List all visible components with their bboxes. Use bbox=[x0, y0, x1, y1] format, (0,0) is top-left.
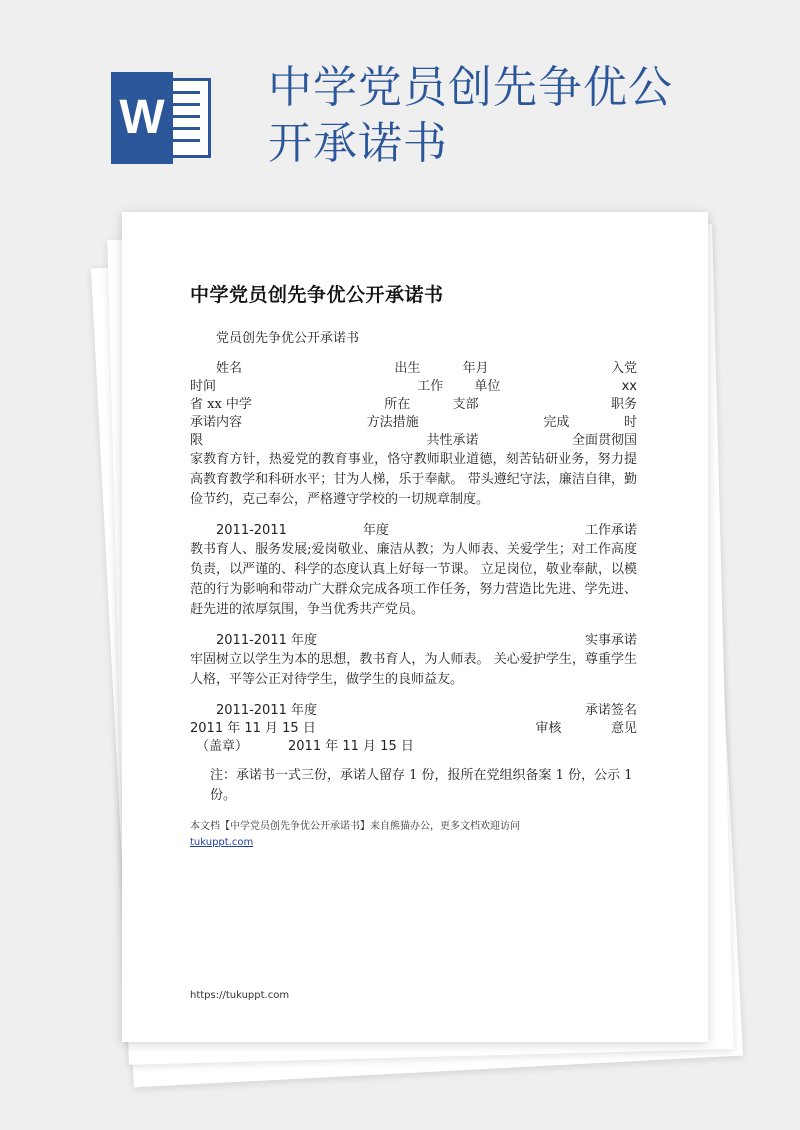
word-badge: W bbox=[111, 72, 173, 164]
page-title: 中学党员创先争优公开承诺书 bbox=[268, 62, 673, 169]
info-row bbox=[190, 396, 637, 414]
info-cell: 完成 bbox=[543, 415, 570, 430]
info-cell: 时 bbox=[623, 415, 637, 430]
section-year: 2011-2011 bbox=[216, 523, 287, 538]
commitment-paragraph: 家教育方针，热爱党的教育事业，恪守教师职业道德，刻苦钻研业务，努力提高教育教学和科研水平；甘为人梯，乐于奉献。 带头遵纪守法，廉洁自律，勤俭节约，克己奉公，严格遵守学校的一切规章制度。 bbox=[190, 452, 637, 507]
info-cell: 全面贯彻国 bbox=[571, 433, 637, 448]
info-cell: 支部 bbox=[452, 397, 479, 412]
info-cell: xx bbox=[621, 379, 637, 394]
review-label: 审核 bbox=[535, 721, 562, 736]
signature-date-row bbox=[190, 720, 637, 738]
opinion-label: 意见 bbox=[610, 721, 637, 736]
document-note: 注：承诺书一式三份，承诺人留存 1 份，报所在党组织备案 1 份，公示 1 份。 bbox=[210, 768, 633, 803]
info-row bbox=[190, 378, 637, 396]
info-cell: 姓名 bbox=[216, 361, 243, 376]
section-year: 2011-2011 年度 bbox=[216, 703, 317, 718]
word-document-icon bbox=[111, 72, 215, 164]
info-cell: 单位 bbox=[474, 379, 501, 394]
info-cell: 共性承诺 bbox=[426, 433, 479, 448]
document-content bbox=[190, 280, 637, 850]
info-cell: 出生 bbox=[394, 361, 421, 376]
info-row bbox=[190, 360, 637, 378]
document-subtitle: 党员创先争优公开承诺书 bbox=[216, 331, 360, 346]
info-row bbox=[190, 414, 637, 432]
info-cell: 职务 bbox=[610, 397, 637, 412]
section-heading bbox=[190, 632, 637, 650]
info-cell: 所在 bbox=[384, 397, 411, 412]
info-cell: 时间 bbox=[190, 379, 217, 394]
info-cell: 入党 bbox=[610, 361, 637, 376]
section-heading bbox=[190, 702, 637, 720]
info-cell: 方法措施 bbox=[366, 415, 419, 430]
section-label: 年度 bbox=[362, 523, 389, 538]
stamp-row bbox=[190, 738, 637, 756]
section-label: 工作承诺 bbox=[584, 523, 637, 538]
bottom-url: https://tukuppt.com bbox=[190, 990, 290, 1001]
source-text: 本文档【中学党员创先争优公开承诺书】来自熊猫办公，更多文档欢迎访问 bbox=[190, 821, 520, 832]
stamp-label: （盖章） bbox=[196, 739, 249, 754]
section-heading bbox=[190, 522, 637, 540]
section-label: 承诺签名 bbox=[584, 703, 637, 718]
section-label: 实事承诺 bbox=[584, 633, 637, 648]
info-row bbox=[190, 432, 637, 450]
signature-date: 2011 年 11 月 15 日 bbox=[190, 721, 316, 736]
commitment-paragraph: 牢固树立以学生为本的思想，教书育人，为人师表。 关心爱护学生，尊重学生人格，平等公正对待学生，做学生的良师益友。 bbox=[190, 652, 637, 687]
info-cell: 承诺内容 bbox=[190, 415, 243, 430]
info-cell: 省 xx 中学 bbox=[190, 397, 252, 412]
stamp-date: 2011 年 11 月 15 日 bbox=[288, 739, 414, 754]
document-title: 中学党员创先争优公开承诺书 bbox=[190, 284, 444, 306]
info-cell: 年月 bbox=[462, 361, 489, 376]
commitment-paragraph: 教书育人、服务发展;爱岗敬业、廉洁从教；为人师表、关爱学生；对工作高度负责，以严谨的、科学的态度认真上好每一节课。 立足岗位，敬业奉献，以模范的行为影响和带动广大群众完成各项工作任务，努力营造比先进、学先进、赶先进的浓厚氛围，争当优秀共产党员。 bbox=[190, 542, 637, 617]
info-cell: 限 bbox=[190, 433, 204, 448]
info-cell: 工作 bbox=[417, 379, 444, 394]
source-link[interactable]: tukuppt.com bbox=[190, 837, 254, 848]
section-year: 2011-2011 年度 bbox=[216, 633, 317, 648]
